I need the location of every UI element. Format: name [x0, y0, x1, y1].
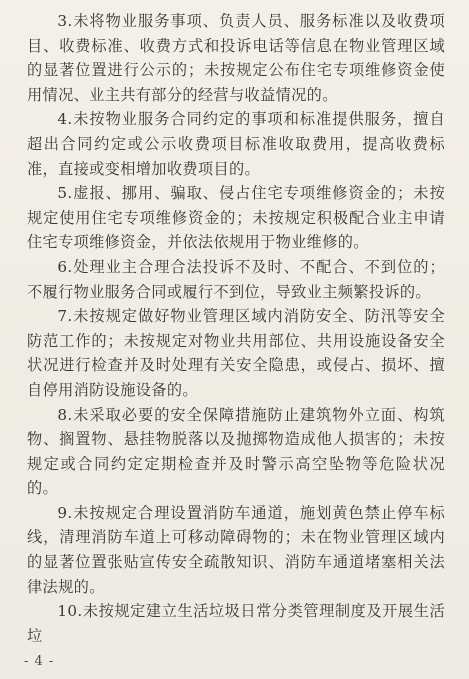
document-body [27, 9, 445, 648]
paragraph-9: 9.未按规定合理设置消防车通道，施划黄色禁止停车标线，清理消防车道上可移动障碍物的；未在物业管理区域内的显著位置张贴宣传安全疏散知识、消防车通道堵塞相关法律法规的。 [27, 503, 445, 596]
paragraph-4: 4.未按物业服务合同约定的事项和标准提供服务，擅自超出合同约定或公示收费项目标准收取费用，提高收费标准，直接或变相增加收费项目的。 [27, 110, 445, 178]
page-number: - 4 - [24, 654, 55, 669]
paragraph-5: 5.虚报、挪用、骗取、侵占住宅专项维修资金的；未按规定使用住宅专项维修资金的；未按规定积极配合业主申请住宅专项维修资金，并依法依规用于物业维修的。 [27, 184, 445, 252]
paragraph-8: 8.未采取必要的安全保障措施防止建筑物外立面、构筑物、搁置物、悬挂物脱落以及抛掷物造成他人损害的；未按规定或合同约定定期检查并及时警示高空坠物等危险状况的。 [27, 405, 445, 498]
paragraph-7: 7.未按规定做好物业管理区域内消防安全、防汛等安全防范工作的；未按规定对物业共用部位、共用设施设备安全状况进行检查并及时处理有关安全隐患，或侵占、损坏、擅自停用消防设施设备的。 [27, 307, 445, 399]
paragraph-10: 10.未按规定建立生活垃圾日常分类管理制度及开展生活垃 [27, 602, 445, 645]
paragraph-3: 3.未将物业服务事项、负责人员、服务标准以及收费项目、收费标准、收费方式和投诉电话等信息在物业管理区域的显著位置进行公示的；未按规定公布住宅专项维修资金使用情况、业主共有部分的经营与收益情况的。 [27, 12, 445, 104]
paragraph-6: 6.处理业主合理合法投诉不及时、不配合、不到位的；不履行物业服务合同或履行不到位，导致业主频繁投诉的。 [27, 257, 445, 301]
